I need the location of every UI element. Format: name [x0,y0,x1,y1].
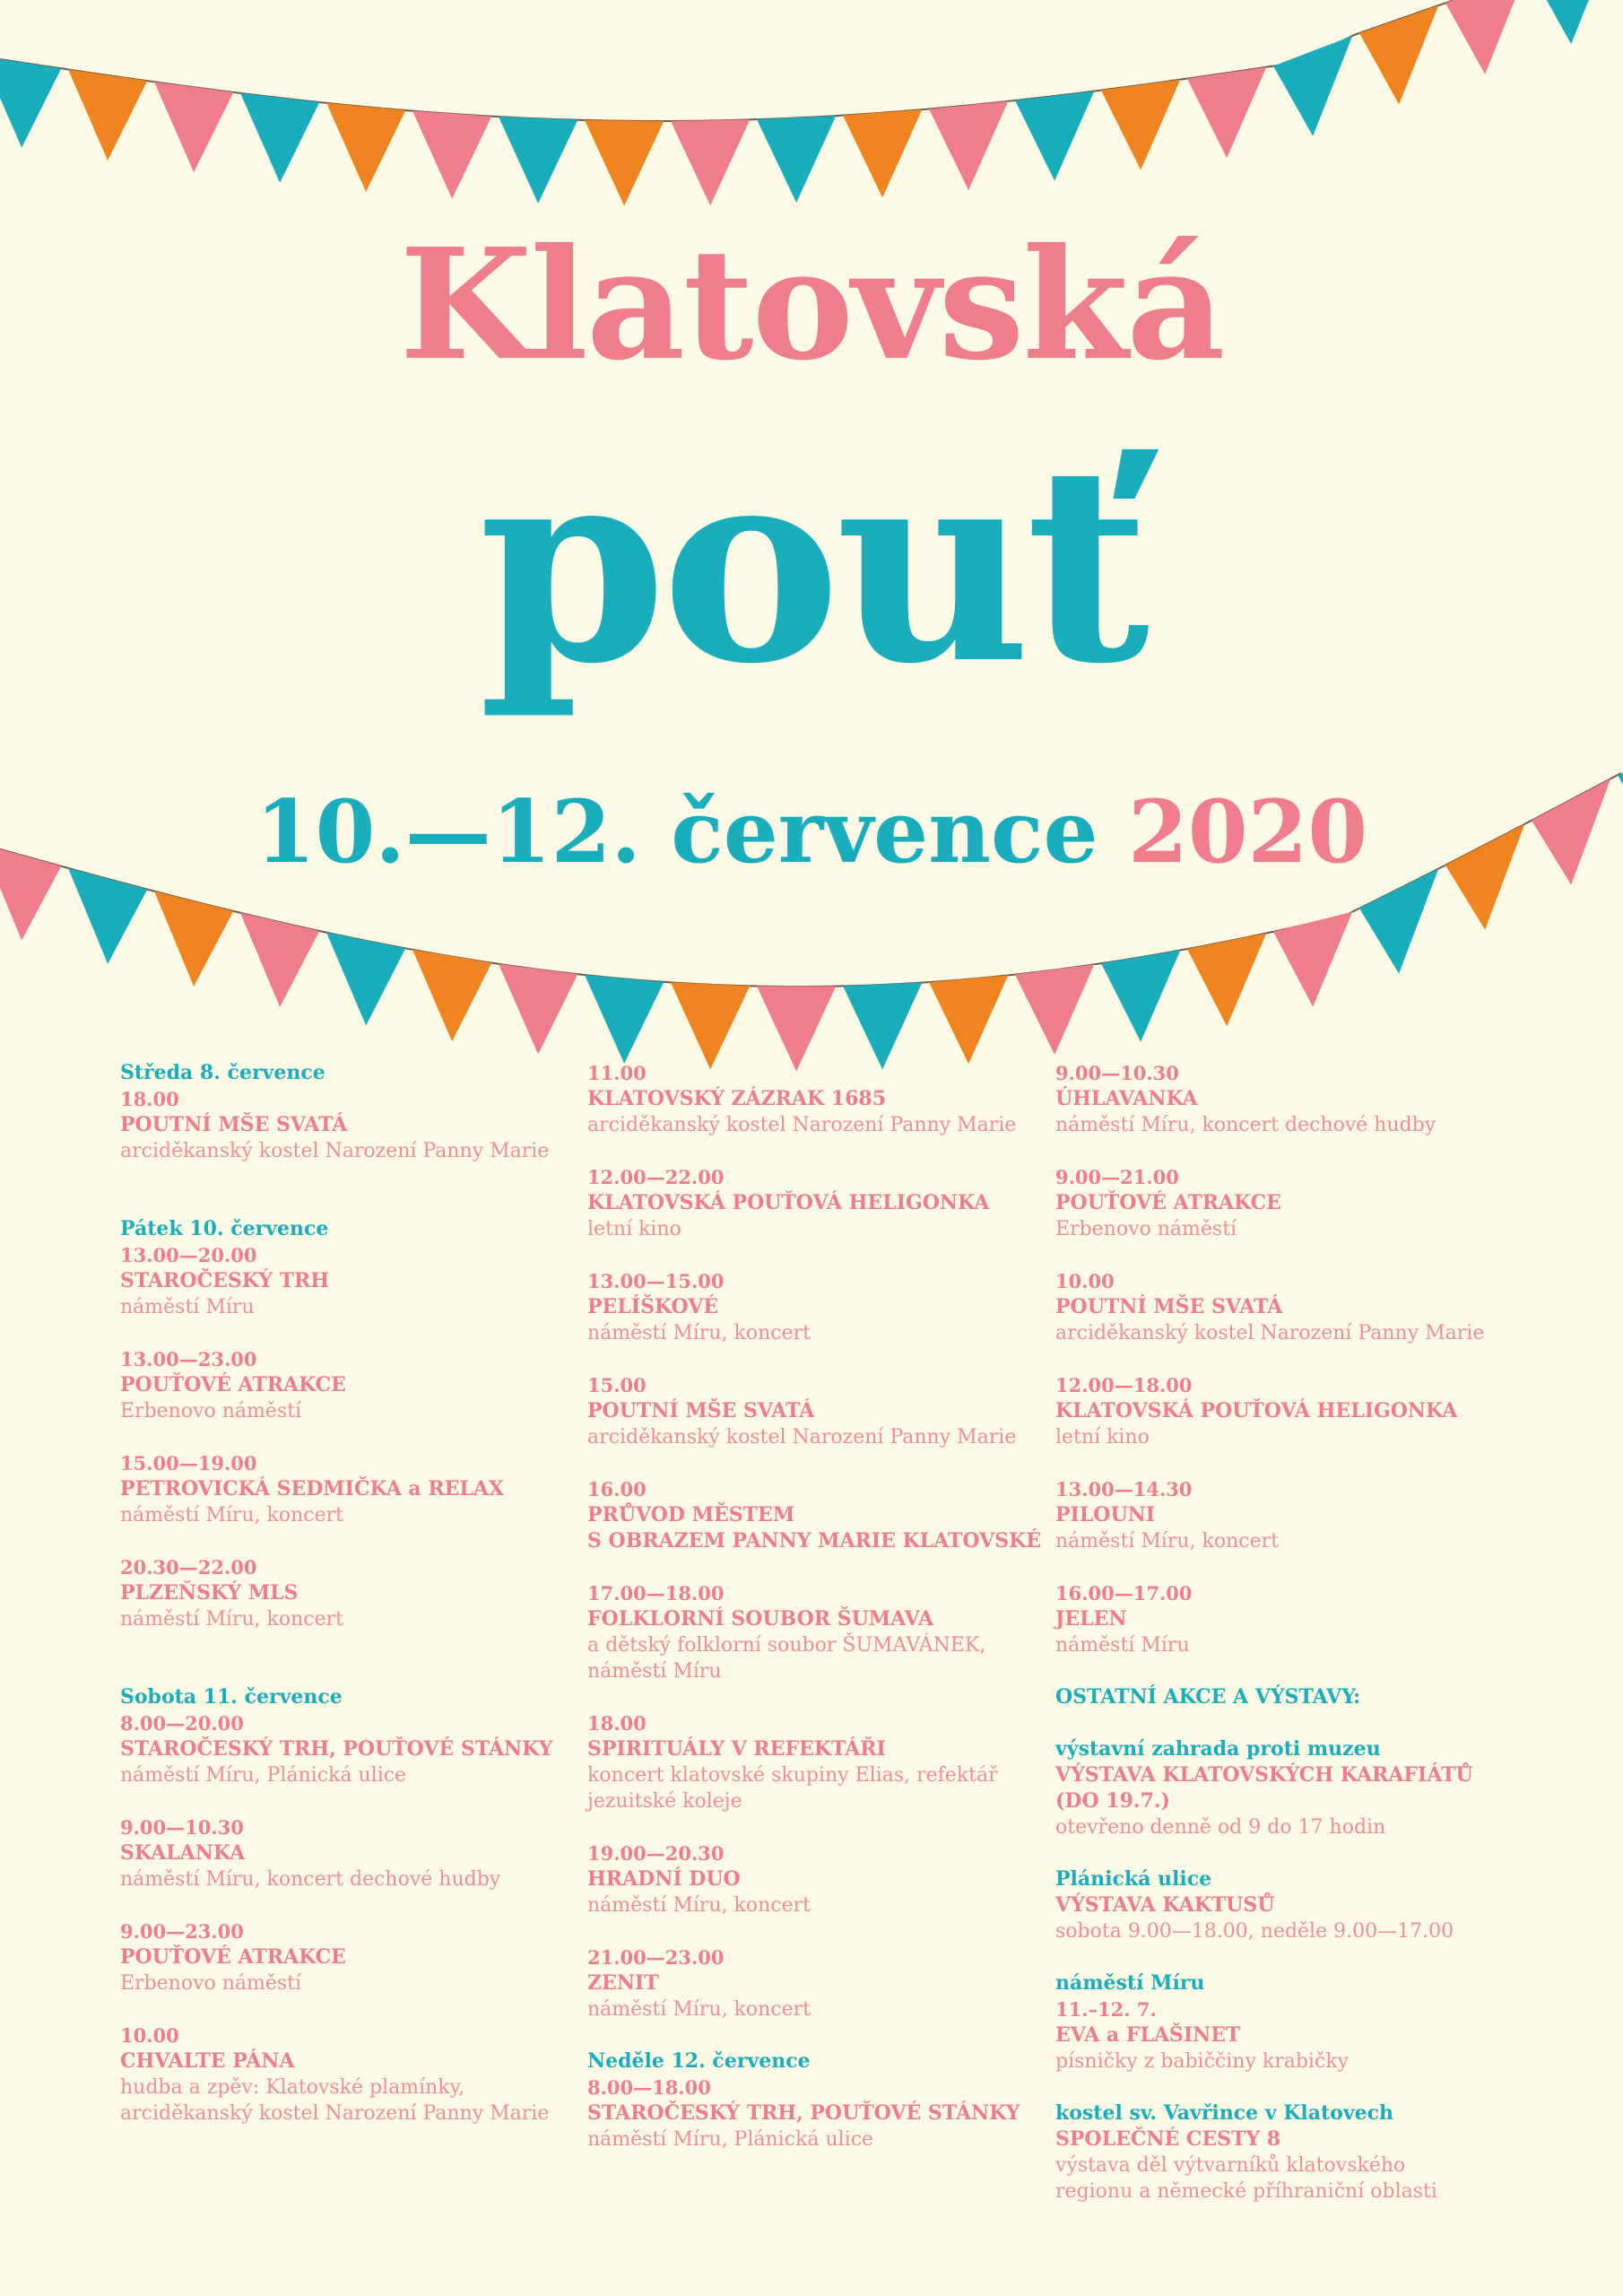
exhibition-location: kostel sv. Vavřince v Klatovech [1055,2101,1394,2125]
event-name: CHVALTE PÁNA [120,2049,295,2073]
event-time: 8.00—20.00 [120,1712,244,1735]
exhibition-name: SPOLEČNÉ CESTY 8 [1055,2127,1281,2151]
event-name: FOLKLORNÍ SOUBOR ŠUMAVA [587,1607,934,1631]
event-time: 12.00—18.00 [1055,1374,1193,1396]
event-name: STAROČESKÝ TRH, POUŤOVÉ STÁNKY [587,2101,1020,2125]
event [587,2074,1063,2152]
exhibition [1055,1866,1531,1944]
event-time: 15.00—19.00 [120,1452,257,1474]
event-name: SKALANKA [120,1841,246,1865]
pennant-flag [1101,80,1180,170]
day-heading: Neděle 12. července [587,2049,811,2073]
event-place: náměstí Míru, koncert [1055,1530,1280,1552]
event-place: Erbenovo náměstí [120,1400,302,1422]
event-name: SPIRITUÁLY V REFEKTÁŘI [587,1737,886,1761]
event-time: 13.00—23.00 [120,1348,257,1370]
date-line [0,781,1623,883]
event-place: koncert klatovské skupiny Elias, refektář jezuitské koleje [587,1764,998,1813]
event [120,1554,595,1632]
event [120,1242,595,1320]
exhibition [1055,2100,1531,2205]
event-name: ZENIT [587,1971,659,1995]
pennant-flag [671,119,750,205]
event [587,1840,1063,1918]
exhibition-info: otevřeno denně od 9 do 17 hodin [1055,1816,1386,1839]
pennant-flag [499,117,577,204]
event-place: náměstí Míru [120,1296,255,1318]
event-name: POUŤOVÉ ATRAKCE [120,1373,346,1396]
event-name: POUTNÍ MŠE SVATÁ [120,1113,348,1136]
pennant-flag [1101,950,1180,1041]
program-column-2 [587,1060,1063,2179]
event [587,1710,1063,1814]
event-place: náměstí Míru, Plánická ulice [120,1764,407,1787]
event [587,1164,1063,1242]
pennant-flag [757,116,836,203]
event-name: PLZEŇSKÝ MLS [120,1581,299,1605]
event-place: arciděkanský kostel Narození Panny Marie [587,1426,1017,1448]
event-place: náměstí Míru, koncert [587,1322,812,1344]
event [1055,1476,1531,1554]
event-place: náměstí Míru, koncert [587,1998,812,2021]
event-name: POUŤOVÉ ATRAKCE [1055,1191,1281,1214]
title-klatovska: Klatovská [399,215,1224,395]
event-name: STAROČESKÝ TRH, POUŤOVÉ STÁNKY [120,1737,553,1761]
event [587,1372,1063,1450]
event-place: náměstí Míru, koncert dechové hudby [120,1868,501,1891]
event-place: náměstí Míru, koncert [120,1608,344,1631]
pennant-flag [412,950,491,1041]
event-time: 12.00—22.00 [587,1166,725,1188]
event-time: 8.00—18.00 [587,2076,711,2099]
event-place: letní kino [587,1218,681,1240]
event-time: 17.00—18.00 [587,1582,725,1605]
exhibition-info: výstava děl výtvarníků klatovského regionu a německé příhraniční oblasti [1055,2154,1437,2203]
exhibition-info: písničky z babiččiny krabičky [1055,2050,1350,2073]
exhibition-name: VÝSTAVA KAKTUSŮ [1055,1893,1275,1917]
event [1055,1060,1531,1138]
event-time: 16.00—17.00 [1055,1582,1193,1605]
event-name: POUŤOVÉ ATRAKCE [120,1945,346,1969]
event-name: POUTNÍ MŠE SVATÁ [1055,1295,1283,1318]
event [120,1814,595,1892]
event-time: 16.00 [587,1478,647,1500]
event-place: náměstí Míru, koncert dechové hudby [1055,1114,1436,1136]
event [1055,1268,1531,1346]
pennant-flag [1359,869,1438,974]
event [1055,1372,1531,1450]
event-time: 9.00—10.30 [1055,1062,1179,1084]
pennant-flag [154,891,233,987]
pennant-flag [929,975,1008,1064]
event-name: STAROČESKÝ TRH [120,1269,330,1292]
event-name: POUTNÍ MŠE SVATÁ [587,1399,815,1422]
event-name: PRŮVOD MĚSTEM S OBRAZEM PANNY MARIE KLATOVSKÉ [587,1503,1041,1552]
event-time: 18.00 [587,1712,647,1735]
pennant-flag [240,93,319,183]
event-place: náměstí Míru [1055,1634,1190,1657]
exhibition-name: VÝSTAVA KLATOVSKÝCH KARAFIÁTŮ (DO 19.7.) [1055,1763,1473,1813]
pennant-flag [68,868,147,964]
event-time: 13.00—14.30 [1055,1478,1193,1500]
exhibition-time: 11.–12. 7. [1055,1998,1157,2021]
event-time: 10.00 [1055,1270,1115,1292]
exhibition [1055,1736,1531,1840]
event [587,1580,1063,1684]
event [120,1710,595,1788]
event-time: 9.00—21.00 [1055,1166,1179,1188]
event-time: 9.00—10.30 [120,1816,244,1839]
pennant-flag [1618,0,1623,14]
event [120,1086,595,1164]
other-events-heading: OSTATNÍ AKCE A VÝSTAVY: [1055,1685,1361,1709]
event-place: Erbenovo náměstí [120,1972,302,1995]
pennant-flag [0,57,61,148]
pennant-flag [326,933,405,1026]
event [587,1060,1063,1138]
day-heading: Pátek 10. července [120,1217,329,1240]
date-range: 10.—12. července [255,781,1098,883]
event-name: PILOUNI [1055,1503,1156,1526]
pennant-flag [499,964,577,1055]
event [120,2022,595,2126]
pennant-flag [585,120,664,206]
exhibition-name: EVA a FLAŠINET [1055,2023,1241,2047]
event-time: 13.00—15.00 [587,1270,725,1292]
pennant-flag [929,101,1008,190]
event-place: náměstí Míru, koncert [587,1894,812,1917]
event [120,1450,595,1528]
exhibition [1055,1970,1531,2074]
event-time: 13.00—20.00 [120,1244,257,1266]
pennant-flag [154,82,233,172]
pennant-flag [240,913,319,1007]
pennant-flag [1187,67,1266,158]
event-time: 20.30—22.00 [120,1556,257,1578]
event [120,1346,595,1424]
event-time: 21.00—23.00 [587,1946,725,1969]
event-place: arciděkanský kostel Narození Panny Marie [120,1140,550,1162]
pennant-flag [843,983,922,1070]
year: 2020 [1127,781,1368,883]
pennant-flag [1532,0,1610,44]
pennant-flag [1015,964,1094,1055]
event [587,1268,1063,1346]
exhibition-location: výstavní zahrada proti muzeu [1055,1737,1381,1761]
pennant-flag [412,111,491,199]
exhibition-location: Plánická ulice [1055,1867,1212,1891]
event-place: arciděkanský kostel Narození Panny Marie [1055,1322,1485,1344]
event-place: arciděkanský kostel Narození Panny Marie [587,1114,1017,1136]
exhibition-info: sobota 9.00—18.00, neděle 9.00—17.00 [1055,1920,1454,1943]
pennant-flag [671,982,750,1069]
title-pout: pouť [478,406,1145,723]
day-heading: Středa 8. července [120,1061,325,1084]
event-time: 15.00 [587,1374,647,1396]
event [587,1944,1063,2022]
pennant-flag [1273,36,1352,136]
event [120,1918,595,1996]
event [1055,1164,1531,1242]
pennant-flag [843,109,922,197]
event-time: 9.00—23.00 [120,1920,244,1943]
event-name: PELÍŠKOVÉ [587,1295,719,1318]
event-name: ÚHLAVANKA [1055,1087,1198,1110]
event-name: HRADNÍ DUO [587,1867,741,1891]
event-time: 11.00 [587,1062,647,1084]
program-column-1 [120,1060,595,2152]
event-name: JELEN [1055,1607,1127,1631]
day-heading: Sobota 11. července [120,1685,343,1709]
event [587,1476,1063,1554]
event-place: a dětský folklorní soubor ŠUMAVÁNEK, náměstí Míru [587,1634,986,1683]
exhibition-location: náměstí Míru [1055,1971,1205,1995]
event-place: náměstí Míru, Plánická ulice [587,2128,874,2151]
event-name: KLATOVSKÁ POUŤOVÁ HELIGONKA [1055,1399,1458,1422]
pennant-flag [1273,912,1352,1007]
event-place: náměstí Míru, koncert [120,1504,344,1526]
event-time: 19.00—20.30 [587,1842,725,1865]
event-name: KLATOVSKÝ ZÁZRAK 1685 [587,1087,887,1110]
pennant-flag [1015,91,1094,181]
pennant-flag [585,975,664,1064]
pennant-flag [1359,5,1438,104]
event-time: 18.00 [120,1088,179,1110]
pennant-flag [1445,0,1524,74]
pennant-flag [1187,933,1266,1026]
pennant-flag [68,69,147,160]
event-name: KLATOVSKÁ POUŤOVÁ HELIGONKA [587,1191,990,1214]
event-place: letní kino [1055,1426,1150,1448]
event-time: 10.00 [120,2024,179,2047]
program-column-3 [1055,1060,1531,2231]
event-place: Erbenovo náměstí [1055,1218,1237,1240]
event [1055,1580,1531,1658]
event-place: hudba a zpěv: Klatovské plamínky, arciděkanský kostel Narození Panny Marie [120,2076,550,2125]
pennant-flag [757,987,836,1072]
pennant-flag [326,103,405,192]
event-name: PETROVICKÁ SEDMIČKA a RELAX [120,1477,504,1500]
